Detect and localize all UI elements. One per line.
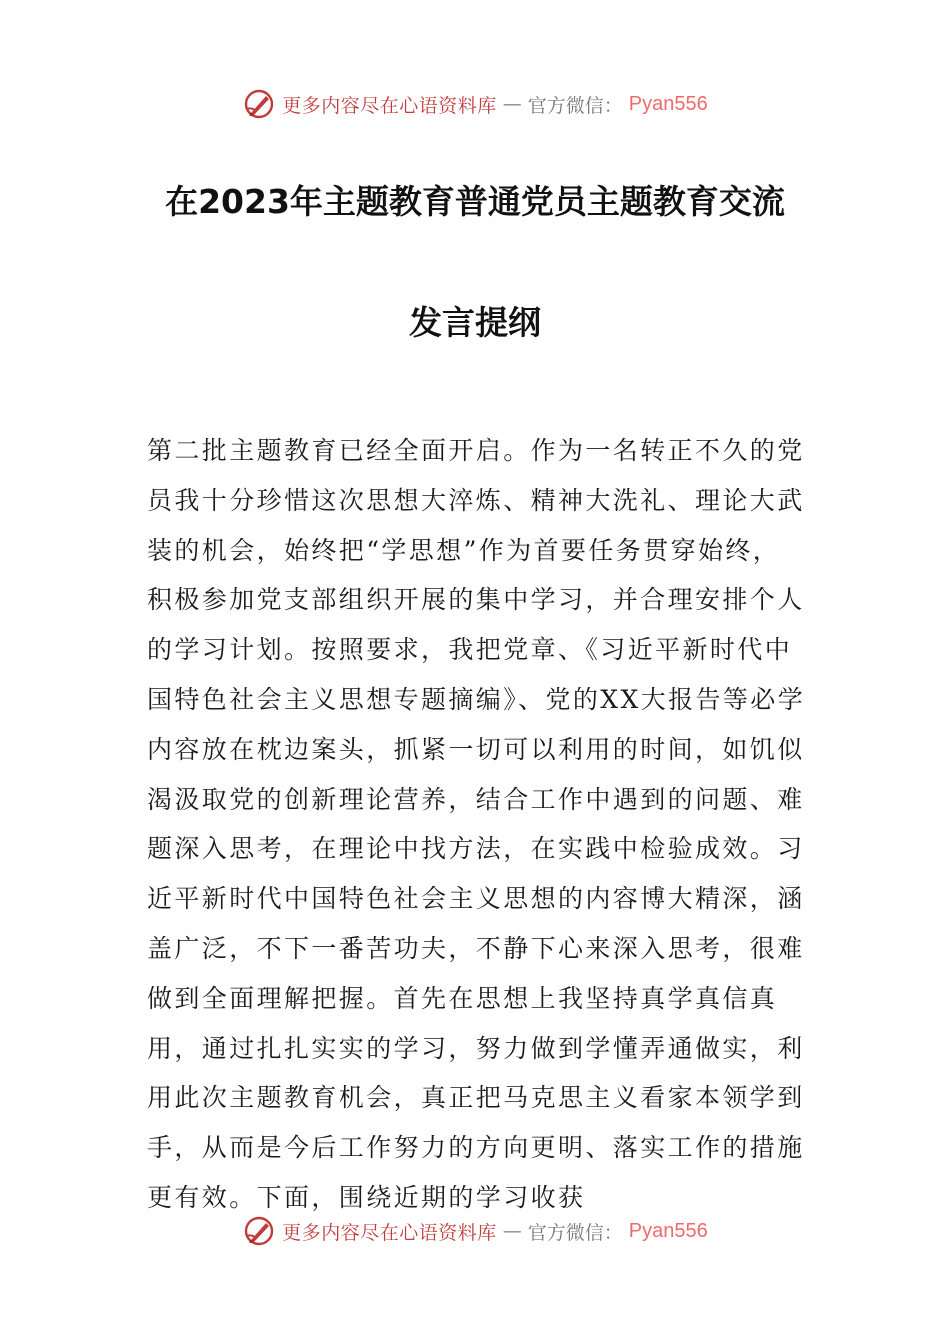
footer-banner-content (242, 1214, 708, 1248)
document-title-line-1: 在2023年主题教育普通党员主题教育交流 (165, 182, 785, 221)
banner-wechat-id: Pyan556 (628, 1219, 708, 1242)
pen-logo-icon (242, 87, 276, 121)
body-paragraph: 第二批主题教育已经全面开启。作为一名转正不久的党员我十分珍惜这次思想大淬炼、精神大洗礼、理论大武装的机会，始终把“学思想”作为首要任务贯穿始终，积极参加党支部组织开展的集中学习，并合理安排个人的学习计划。按照要求，我把党章、《习近平新时代中国特色社会主义思想专题摘编》、党的XX大报告等必学内容放在枕边案头，抓紧一切可以利用的时间，如饥似渴汲取党的创新理论营养，结合工作中遇到的问题、难题深入思考，在理论中找方法，在实践中检验成效。习近平新时代中国特色社会主义思想的内容博大精深，涵盖广泛，不下一番苦功夫，不静下心来深入思考，很难做到全面理解把握。首先在思想上我坚持真学真信真用，通过扎扎实实的学习，努力做到学懂弄通做实，利用此次主题教育机会，真正把马克思主义看家本领学到手，从而是今后工作努力的方向更明、落实工作的措施更有效。下面，围绕近期的学习收获 (147, 436, 806, 1212)
footer-banner (0, 1211, 950, 1251)
banner-separator: — (502, 93, 522, 115)
banner-wechat-label: 官方微信： (527, 1221, 623, 1244)
banner-slogan: 更多内容尽在心语资料库 (282, 1221, 497, 1244)
pen-logo-icon (242, 1214, 276, 1248)
header-banner (0, 84, 950, 124)
banner-wechat-label: 官方微信： (527, 94, 623, 117)
banner-slogan: 更多内容尽在心语资料库 (282, 94, 497, 117)
document-title-line-2: 发言提纲 (409, 303, 541, 342)
header-banner-content (242, 87, 708, 121)
banner-separator: — (502, 1220, 522, 1242)
banner-wechat-id: Pyan556 (628, 92, 708, 115)
